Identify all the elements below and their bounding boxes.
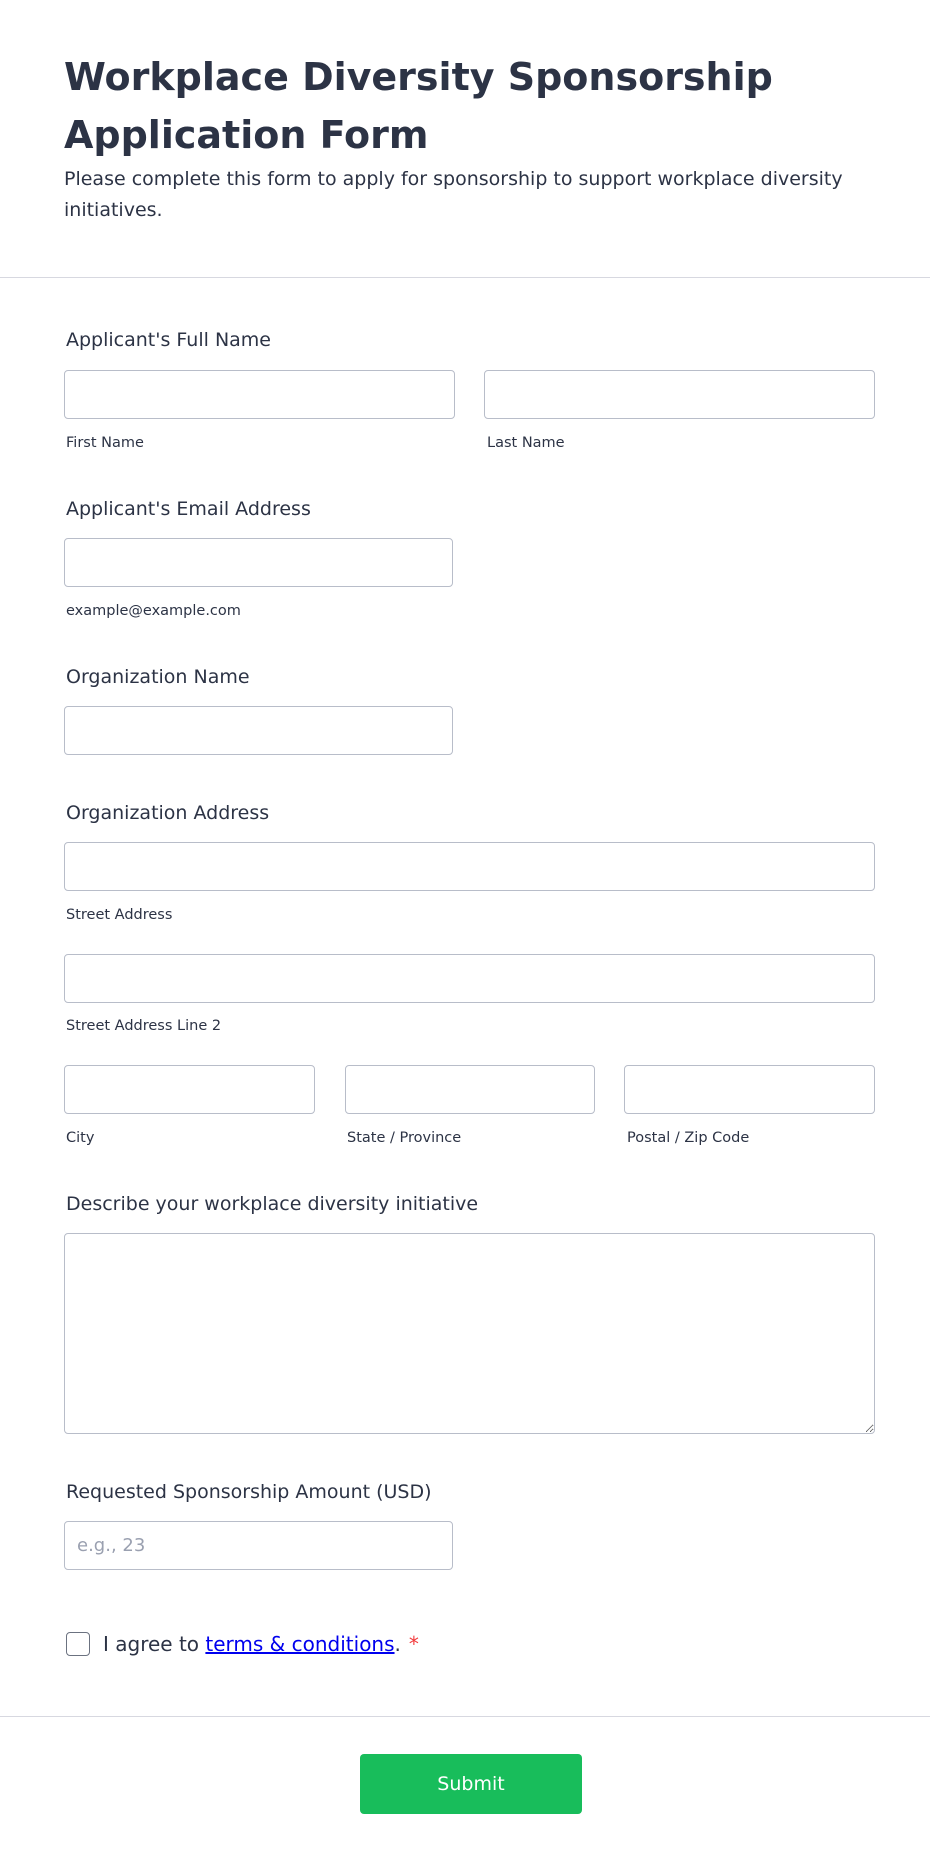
street-address-sublabel: Street Address: [66, 907, 173, 923]
organization-name-input[interactable]: [64, 706, 453, 755]
form-header: [0, 0, 930, 278]
sponsorship-amount-label: Requested Sponsorship Amount (USD): [66, 1481, 432, 1503]
terms-agreement-text: [103, 1631, 419, 1657]
terms-suffix: .: [394, 1632, 401, 1656]
postal-zip-input[interactable]: [624, 1065, 875, 1114]
first-name-sublabel: First Name: [66, 435, 144, 451]
last-name-sublabel: Last Name: [487, 435, 565, 451]
state-province-input[interactable]: [345, 1065, 595, 1114]
city-input[interactable]: [64, 1065, 315, 1114]
form-description: Please complete this form to apply for sponsorship to support workplace diversity initiatives.: [64, 168, 843, 221]
sponsorship-amount-input[interactable]: [64, 1521, 453, 1570]
first-name-input[interactable]: [64, 370, 455, 419]
street-address-line2-sublabel: Street Address Line 2: [66, 1018, 222, 1034]
city-sublabel: City: [66, 1130, 95, 1146]
street-address-input[interactable]: [64, 842, 875, 891]
street-address-line2-input[interactable]: [64, 954, 875, 1003]
initiative-textarea[interactable]: [64, 1233, 875, 1434]
initiative-label: Describe your workplace diversity initiative: [66, 1193, 479, 1215]
full-name-label: Applicant's Full Name: [66, 329, 272, 351]
form-title: Workplace Diversity Sponsorship Application Form: [64, 55, 773, 157]
email-sublabel: example@example.com: [66, 603, 241, 619]
last-name-input[interactable]: [484, 370, 875, 419]
email-input[interactable]: [64, 538, 453, 587]
organization-address-label: Organization Address: [66, 802, 270, 824]
state-province-sublabel: State / Province: [347, 1130, 462, 1146]
required-asterisk: *: [408, 1632, 419, 1656]
terms-link[interactable]: terms & conditions: [205, 1632, 395, 1656]
terms-prefix: I agree to: [103, 1632, 206, 1656]
postal-zip-sublabel: Postal / Zip Code: [627, 1130, 750, 1146]
organization-name-label: Organization Name: [66, 666, 250, 688]
terms-checkbox[interactable]: [66, 1632, 90, 1656]
email-label: Applicant's Email Address: [66, 498, 311, 520]
submit-button[interactable]: Submit: [360, 1754, 582, 1814]
